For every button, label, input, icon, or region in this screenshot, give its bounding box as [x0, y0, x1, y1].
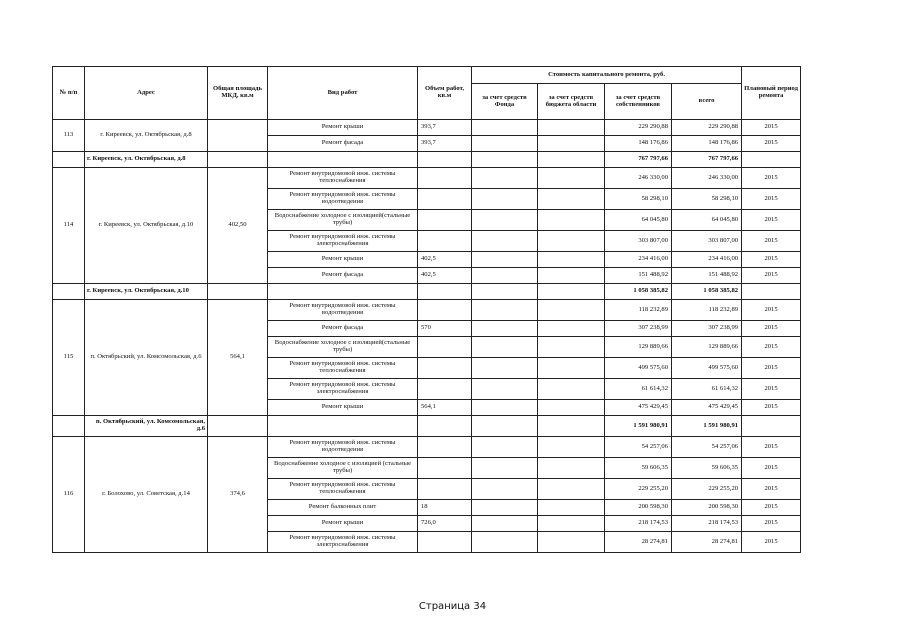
cell-fund	[472, 168, 538, 189]
cell-total: 61 614,32	[672, 379, 742, 400]
cell-area	[208, 284, 268, 300]
cell-total: 28 274,81	[672, 532, 742, 553]
cell-volume: 570	[418, 321, 472, 337]
cell-number: 113	[53, 120, 85, 152]
cell-fund	[472, 136, 538, 152]
cell-volume: 402,5	[418, 268, 472, 284]
cell-volume	[418, 210, 472, 231]
header-cost-group: Стоимость капитального ремонта, руб.	[472, 67, 742, 84]
cell-total: 229 290,88	[672, 120, 742, 136]
cell-volume	[418, 231, 472, 252]
cell-work-type: Ремонт фасада	[268, 268, 418, 284]
cell-volume: 726,0	[418, 516, 472, 532]
cell-volume: 564,1	[418, 400, 472, 416]
cell-budget	[538, 252, 605, 268]
cell-total: 148 176,86	[672, 136, 742, 152]
cell-fund	[472, 479, 538, 500]
cell-volume	[418, 379, 472, 400]
cell-total: 58 298,10	[672, 189, 742, 210]
table-header	[53, 67, 801, 120]
cell-fund	[472, 400, 538, 416]
cell-total: 218 174,53	[672, 516, 742, 532]
cell-number	[53, 416, 85, 437]
subtotal-owners: 1 591 980,91	[605, 416, 672, 437]
cell-address: п. Октябрьский, ул. Комсомольская, д.6	[85, 300, 208, 416]
cell-number: 115	[53, 300, 85, 416]
cell-owners: 129 889,66	[605, 337, 672, 358]
cell-owners: 303 807,00	[605, 231, 672, 252]
cell-period: 2015	[742, 120, 801, 136]
cell-total: 54 257,06	[672, 437, 742, 458]
cell-work-type: Водоснабжение холодное с изоляцией(стальные трубы)	[268, 210, 418, 231]
cell-period	[742, 284, 801, 300]
cell-period: 2015	[742, 458, 801, 479]
cell-owners: 200 598,30	[605, 500, 672, 516]
cell-fund	[472, 189, 538, 210]
cell-fund	[472, 379, 538, 400]
cell-budget	[538, 516, 605, 532]
cell-period: 2015	[742, 500, 801, 516]
cell-period: 2015	[742, 268, 801, 284]
cell-period: 2015	[742, 358, 801, 379]
cell-number: 116	[53, 437, 85, 553]
header-total: всего	[672, 84, 742, 120]
cell-area: 564,1	[208, 300, 268, 416]
cell-total: 303 807,00	[672, 231, 742, 252]
cell-total: 246 330,00	[672, 168, 742, 189]
cell-owners: 229 290,88	[605, 120, 672, 136]
cell-fund	[472, 500, 538, 516]
cell-work-type: Ремонт внутридомовой инж. системы теплоснабжения	[268, 479, 418, 500]
cell-volume	[418, 284, 472, 300]
cell-budget	[538, 168, 605, 189]
cell-budget	[538, 321, 605, 337]
cell-owners: 64 045,80	[605, 210, 672, 231]
cell-address: г. Киреевск, ул. Октябрьская, д.10	[85, 168, 208, 284]
cell-volume	[418, 168, 472, 189]
cell-owners: 118 232,89	[605, 300, 672, 321]
cell-owners: 28 274,81	[605, 532, 672, 553]
cell-volume	[418, 479, 472, 500]
cell-fund	[472, 437, 538, 458]
cell-period: 2015	[742, 337, 801, 358]
cell-total: 499 575,60	[672, 358, 742, 379]
cell-owners: 54 257,06	[605, 437, 672, 458]
cell-budget	[538, 284, 605, 300]
subtotal-row	[53, 152, 801, 168]
cell-budget	[538, 210, 605, 231]
cell-period: 2015	[742, 479, 801, 500]
cell-work-type: Ремонт внутридомовой инж. системы теплоснабжения	[268, 358, 418, 379]
cell-period: 2015	[742, 379, 801, 400]
cell-fund	[472, 458, 538, 479]
cell-budget	[538, 189, 605, 210]
cell-number	[53, 284, 85, 300]
cell-total: 64 045,80	[672, 210, 742, 231]
cell-owners: 218 174,53	[605, 516, 672, 532]
cell-budget	[538, 416, 605, 437]
cell-area	[208, 152, 268, 168]
cell-total: 129 889,66	[672, 337, 742, 358]
cell-period: 2015	[742, 400, 801, 416]
cell-volume	[418, 189, 472, 210]
cell-fund	[472, 300, 538, 321]
header-period: Плановый период ремонта	[742, 67, 801, 120]
cell-work-type: Ремонт балконных плит	[268, 500, 418, 516]
cell-fund	[472, 516, 538, 532]
cell-work-type: Ремонт фасада	[268, 321, 418, 337]
cell-owners: 151 488,92	[605, 268, 672, 284]
cell-owners: 59 606,35	[605, 458, 672, 479]
cell-budget	[538, 231, 605, 252]
table-row	[53, 437, 801, 458]
cell-work-type	[268, 284, 418, 300]
cell-number: 114	[53, 168, 85, 284]
cell-volume: 393,7	[418, 136, 472, 152]
header-owners: за счет средств собственников	[605, 84, 672, 120]
cell-volume: 393,7	[418, 120, 472, 136]
cell-total: 307 238,99	[672, 321, 742, 337]
cell-budget	[538, 400, 605, 416]
subtotal-owners: 1 058 385,82	[605, 284, 672, 300]
subtotal-row	[53, 416, 801, 437]
cell-total: 234 416,00	[672, 252, 742, 268]
cell-fund	[472, 152, 538, 168]
cell-area: 402,50	[208, 168, 268, 284]
cell-fund	[472, 120, 538, 136]
cell-work-type: Ремонт фасада	[268, 136, 418, 152]
cell-budget	[538, 437, 605, 458]
cell-budget	[538, 152, 605, 168]
cell-work-type: Водоснабжение холодное с изоляцией (стальные трубы)	[268, 458, 418, 479]
cell-fund	[472, 358, 538, 379]
cell-number	[53, 152, 85, 168]
cell-budget	[538, 379, 605, 400]
cell-work-type: Ремонт внутридомовой инж. системы электроснабжения	[268, 532, 418, 553]
cell-area	[208, 416, 268, 437]
cell-fund	[472, 532, 538, 553]
cell-owners: 61 614,32	[605, 379, 672, 400]
cell-period: 2015	[742, 136, 801, 152]
table-row	[53, 120, 801, 136]
cell-work-type: Ремонт внутридомовой инж. системы водоотведения	[268, 189, 418, 210]
cell-volume	[418, 300, 472, 321]
subtotal-address: г. Киреевск, ул. Октябрьская, д.10	[85, 284, 208, 300]
cell-fund	[472, 252, 538, 268]
cell-owners: 475 429,45	[605, 400, 672, 416]
cell-period	[742, 416, 801, 437]
cell-period: 2015	[742, 210, 801, 231]
cell-volume	[418, 437, 472, 458]
cell-budget	[538, 268, 605, 284]
subtotal-total: 1 591 980,91	[672, 416, 742, 437]
header-volume: Объем работ, кв.м	[418, 67, 472, 120]
subtotal-total: 767 797,66	[672, 152, 742, 168]
cell-total: 475 429,45	[672, 400, 742, 416]
capital-repair-table	[52, 66, 801, 553]
header-area: Общая площадь МКД, кв.м	[208, 67, 268, 120]
cell-work-type: Ремонт внутридомовой инж. системы водоотведения	[268, 300, 418, 321]
cell-work-type: Ремонт внутридомовой инж. системы электроснабжения	[268, 379, 418, 400]
cell-area: 374,6	[208, 437, 268, 553]
cell-period: 2015	[742, 168, 801, 189]
cell-volume	[418, 152, 472, 168]
table-row	[53, 300, 801, 321]
page-number: Страница 34	[418, 601, 487, 612]
cell-period	[742, 152, 801, 168]
cell-period: 2015	[742, 532, 801, 553]
cell-area	[208, 120, 268, 152]
cell-work-type: Ремонт внутридомовой инж. системы электроснабжения	[268, 231, 418, 252]
cell-total: 59 606,35	[672, 458, 742, 479]
cell-fund	[472, 268, 538, 284]
cell-volume	[418, 358, 472, 379]
cell-budget	[538, 120, 605, 136]
cell-fund	[472, 416, 538, 437]
cell-budget	[538, 458, 605, 479]
cell-total: 151 488,92	[672, 268, 742, 284]
cell-owners: 234 416,00	[605, 252, 672, 268]
cell-period: 2015	[742, 189, 801, 210]
cell-period: 2015	[742, 300, 801, 321]
cell-fund	[472, 321, 538, 337]
cell-work-type: Ремонт крыши	[268, 516, 418, 532]
header-fund: за счет средств Фонда	[472, 84, 538, 120]
cell-fund	[472, 231, 538, 252]
cell-budget	[538, 358, 605, 379]
header-work-type: Вид работ	[268, 67, 418, 120]
cell-total: 229 255,20	[672, 479, 742, 500]
cell-period: 2015	[742, 252, 801, 268]
header-address: Адрес	[85, 67, 208, 120]
cell-budget	[538, 500, 605, 516]
header-number: № п/п	[53, 67, 85, 120]
table-body	[53, 120, 801, 553]
cell-work-type: Ремонт крыши	[268, 252, 418, 268]
cell-budget	[538, 532, 605, 553]
cell-work-type: Водоснабжение холодное с изоляцией(стальные трубы)	[268, 337, 418, 358]
subtotal-address: г. Киреевск, ул. Октябрьская, д.8	[85, 152, 208, 168]
cell-owners: 246 330,00	[605, 168, 672, 189]
cell-budget	[538, 136, 605, 152]
cell-work-type	[268, 416, 418, 437]
cell-budget	[538, 300, 605, 321]
cell-address: г. Болохово, ул. Советская, д.14	[85, 437, 208, 553]
cell-budget	[538, 479, 605, 500]
cell-budget	[538, 337, 605, 358]
cell-owners: 58 298,10	[605, 189, 672, 210]
cell-fund	[472, 337, 538, 358]
cell-volume	[418, 458, 472, 479]
cell-total: 118 232,89	[672, 300, 742, 321]
cell-period: 2015	[742, 321, 801, 337]
cell-address: г. Киреевск, ул. Октябрьская, д.8	[85, 120, 208, 152]
cell-owners: 148 176,86	[605, 136, 672, 152]
cell-owners: 229 255,20	[605, 479, 672, 500]
cell-work-type: Ремонт крыши	[268, 120, 418, 136]
cell-period: 2015	[742, 437, 801, 458]
cell-volume	[418, 532, 472, 553]
cell-period: 2015	[742, 516, 801, 532]
subtotal-owners: 767 797,66	[605, 152, 672, 168]
cell-work-type	[268, 152, 418, 168]
cell-fund	[472, 210, 538, 231]
cell-owners: 499 575,60	[605, 358, 672, 379]
cell-volume: 18	[418, 500, 472, 516]
table-row	[53, 168, 801, 189]
cell-period: 2015	[742, 231, 801, 252]
cell-total: 200 598,30	[672, 500, 742, 516]
cell-work-type: Ремонт внутридомовой инж. системы водоотведения	[268, 437, 418, 458]
cell-owners: 307 238,99	[605, 321, 672, 337]
cell-volume	[418, 416, 472, 437]
subtotal-total: 1 058 385,82	[672, 284, 742, 300]
cell-work-type: Ремонт крыши	[268, 400, 418, 416]
cell-work-type: Ремонт внутридомовой инж. системы теплоснабжения	[268, 168, 418, 189]
cell-volume: 402,5	[418, 252, 472, 268]
subtotal-row	[53, 284, 801, 300]
subtotal-address: п. Октябрьский, ул. Комсомольская, д.6	[85, 416, 208, 437]
header-budget: за счет средств бюджета области	[538, 84, 605, 120]
cell-volume	[418, 337, 472, 358]
cell-fund	[472, 284, 538, 300]
